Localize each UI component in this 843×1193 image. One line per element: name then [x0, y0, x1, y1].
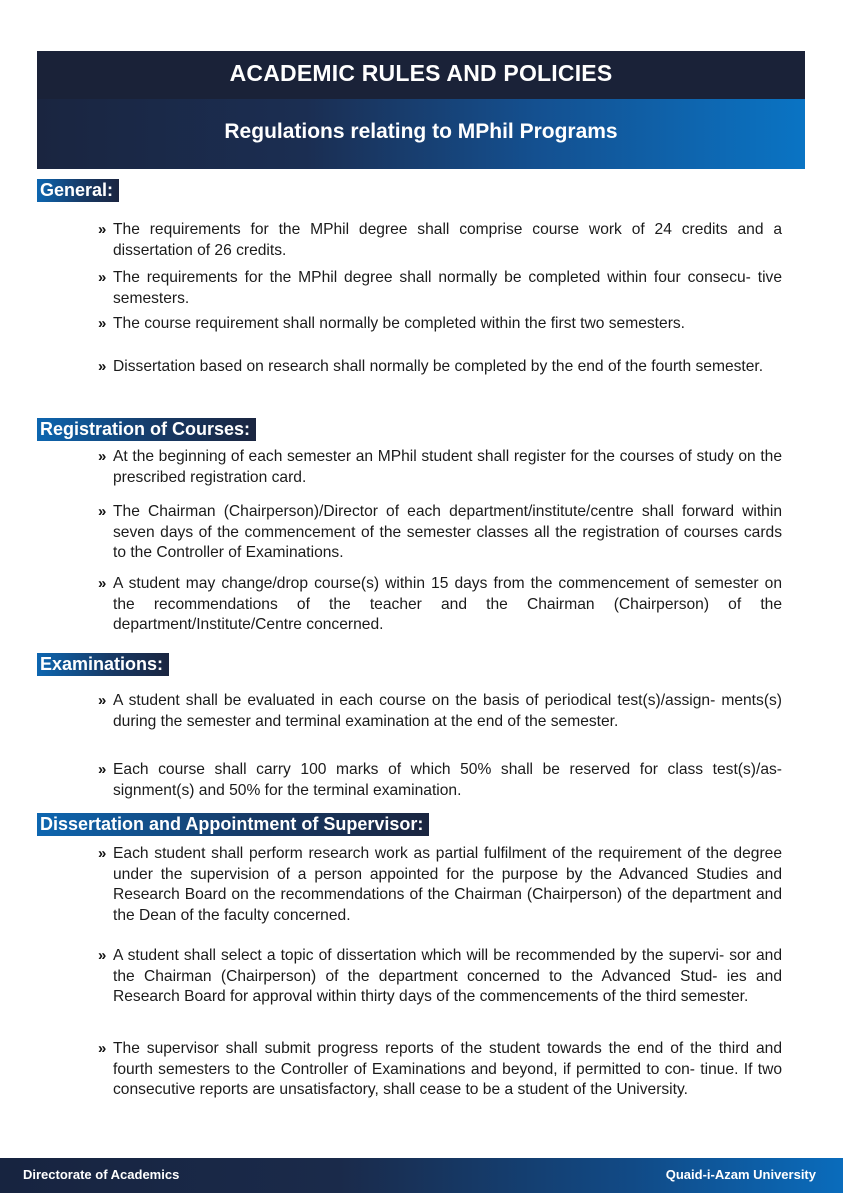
double-chevron-icon: »: [98, 503, 105, 520]
page-subtitle: Regulations relating to MPhil Programs: [224, 120, 618, 143]
list-item-text: The requirements for the MPhil degree shall normally be completed within four consecu- tive semesters.: [113, 269, 782, 307]
subtitle-banner: [37, 99, 805, 169]
list-item-text: A student shall select a topic of dissertation which will be recommended by the supervi- sor and the Chairman (Chairperson) of the department concerned to the Advanced Stud- ies and Research Board for approval within thirty days of the commencements of the third semester.: [113, 947, 782, 1005]
double-chevron-icon: »: [98, 269, 105, 286]
double-chevron-icon: »: [98, 1040, 105, 1057]
list-item: [98, 691, 782, 732]
double-chevron-icon: »: [98, 845, 105, 862]
list-item-text: At the beginning of each semester an MPhil student shall register for the courses of study on the prescribed registration card.: [113, 448, 782, 486]
list-item-text: A student shall be evaluated in each course on the basis of periodical test(s)/assign- ments(s) during the semester and terminal examination at the end of the semester.: [113, 692, 782, 730]
list-item: [98, 1039, 782, 1101]
list-item-text: The requirements for the MPhil degree shall comprise course work of 24 credits and a dissertation of 26 credits.: [113, 221, 782, 259]
double-chevron-icon: »: [98, 692, 105, 709]
page-title: ACADEMIC RULES AND POLICIES: [229, 60, 613, 86]
double-chevron-icon: »: [98, 315, 105, 332]
list-item: [98, 220, 782, 261]
list-item: [98, 268, 782, 309]
list-item-text: Each student shall perform research work as partial fulfilment of the requirement of the degree under the supervision of a person appointed for the purpose by the Advanced Studies and Research Board on the recommendations of the Chairman (Chairperson) of the department and the Dean of the faculty concerned.: [113, 845, 782, 924]
double-chevron-icon: »: [98, 761, 105, 778]
list-item: [98, 760, 782, 801]
list-item-text: The course requirement shall normally be completed within the first two semesters.: [113, 315, 686, 332]
double-chevron-icon: »: [98, 448, 105, 465]
list-item-text: The supervisor shall submit progress reports of the student towards the end of the third and fourth semesters to the Controller of Examinations and beyond, if permitted to con- tinue. If two consecutive reports are unsatisfactory, shall cease to be a student of the University.: [113, 1040, 782, 1098]
list-item-text: Dissertation based on research shall normally be completed by the end of the fourth semester.: [113, 358, 764, 375]
section-heading-dissertation: Dissertation and Appointment of Supervisor:: [37, 813, 429, 836]
list-item: [98, 502, 782, 564]
list-item-text: The Chairman (Chairperson)/Director of each department/institute/centre shall forward within seven days of the commencement of the semester classes all the registration of courses cards to the Controller of Examinations.: [113, 503, 782, 561]
footer-university: Quaid-i-Azam University: [665, 1167, 816, 1182]
list-item: [98, 447, 782, 488]
list-item: [98, 574, 782, 636]
page-title-banner: [37, 51, 805, 99]
list-item: [98, 357, 782, 378]
section-heading-registration: Registration of Courses:: [37, 418, 256, 441]
list-item: [98, 844, 782, 926]
double-chevron-icon: »: [98, 358, 105, 375]
footer-directorate: Directorate of Academics: [23, 1167, 180, 1182]
double-chevron-icon: »: [98, 947, 105, 964]
double-chevron-icon: »: [98, 575, 105, 592]
section-heading-examinations: Examinations:: [37, 653, 169, 676]
double-chevron-icon: »: [98, 221, 105, 238]
list-item-text: Each course shall carry 100 marks of which 50% shall be reserved for class test(s)/as- signment(s) and 50% for the terminal examination.: [113, 761, 782, 799]
section-heading-general: General:: [37, 179, 119, 202]
list-item-text: A student may change/drop course(s) within 15 days from the commencement of semester on the recommendations of the teacher and the Chairman (Chairperson) of the department/Institute/Centre concerned.: [113, 575, 782, 633]
list-item: [98, 314, 782, 335]
page-footer: [0, 1158, 843, 1193]
list-item: [98, 946, 782, 1008]
